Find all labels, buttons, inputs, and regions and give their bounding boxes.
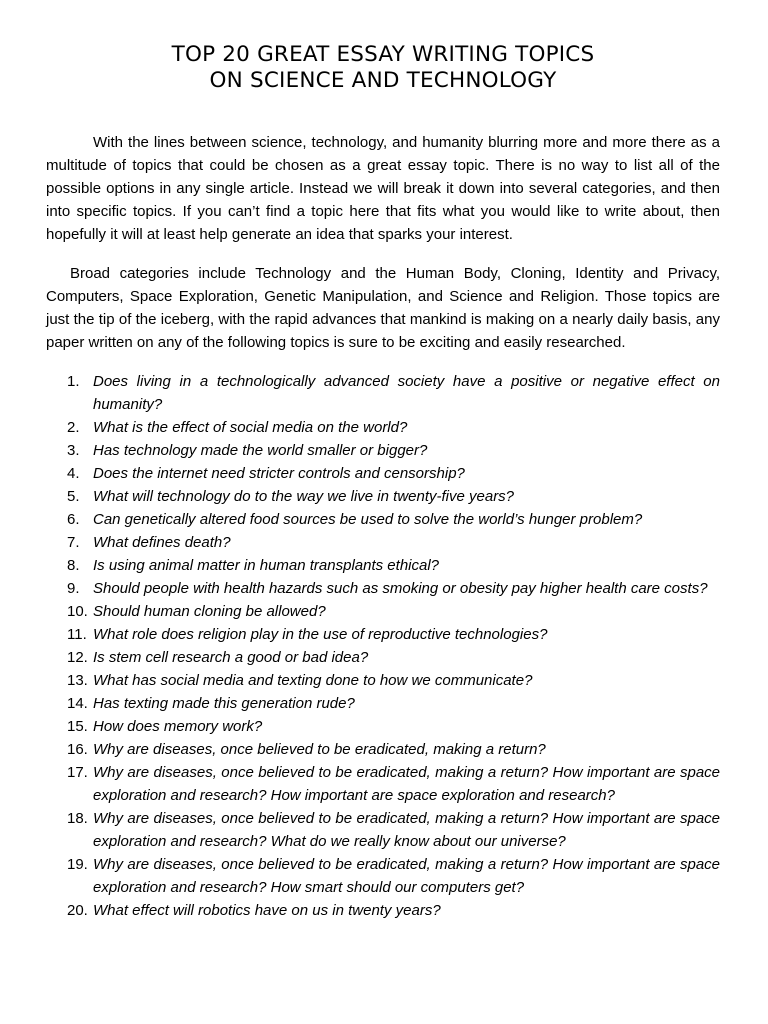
topic-question: Should people with health hazards such as smoking or obesity pay higher health care costs? (93, 580, 708, 597)
topic-number: 4. (67, 465, 80, 482)
topic-number: 8. (67, 557, 80, 574)
topic-item (46, 462, 720, 485)
topic-question: Is stem cell research a good or bad idea? (93, 649, 369, 666)
topic-item (46, 692, 720, 715)
topic-number: 1. (67, 373, 80, 390)
topic-item (46, 577, 720, 600)
topic-item (46, 899, 720, 922)
topic-number: 11. (67, 626, 87, 643)
topic-question: Is using animal matter in human transplants ethical? (93, 557, 440, 574)
topic-item (46, 416, 720, 439)
title-line-1: TOP 20 GREAT ESSAY WRITING TOPICS (171, 42, 595, 67)
topic-question: Should human cloning be allowed? (93, 603, 326, 620)
topic-item (46, 554, 720, 577)
topic-number: 2. (67, 419, 80, 436)
topic-question: Does the internet need stricter controls and censorship? (93, 465, 465, 482)
document-title (46, 42, 720, 94)
topic-number: 14. (67, 695, 88, 712)
topic-question: What defines death? (93, 534, 231, 551)
topic-item (46, 370, 720, 416)
topic-number: 13. (67, 672, 88, 689)
topic-number: 12. (67, 649, 88, 666)
topic-question: Can genetically altered food sources be used to solve the world’s hunger problem? (93, 511, 643, 528)
topic-item (46, 853, 720, 899)
topic-item (46, 600, 720, 623)
topic-question: Why are diseases, once believed to be eradicated, making a return? (93, 741, 546, 758)
document-page (46, 0, 720, 922)
topic-question: Has texting made this generation rude? (93, 695, 355, 712)
topic-item (46, 439, 720, 462)
topic-number: 7. (67, 534, 80, 551)
topic-question: What is the effect of social media on the world? (93, 419, 408, 436)
topic-number: 19. (67, 856, 88, 873)
topic-number: 5. (67, 488, 80, 505)
categories-paragraph: Broad categories include Technology and the Human Body, Cloning, Identity and Privacy, Computers, Space Exploration, Genetic Manipulation, and Science and Religion. Those topics are just the tip of the iceberg, with the rapid advances that mankind is making on a nearly daily basis, any paper written on any of the following topics is sure to be exciting and easily researched. (46, 265, 720, 351)
title-line-2: ON SCIENCE AND TECHNOLOGY (209, 68, 557, 93)
topic-number: 9. (67, 580, 80, 597)
topic-question: Why are diseases, once believed to be eradicated, making a return? How important are space exploration and research? What do we really know about our universe? (93, 810, 720, 850)
topic-number: 15. (67, 718, 88, 735)
topic-number: 20. (67, 902, 88, 919)
topic-question: What role does religion play in the use of reproductive technologies? (93, 626, 548, 643)
topic-question: What will technology do to the way we live in twenty-five years? (93, 488, 515, 505)
topic-question: What has social media and texting done to how we communicate? (93, 672, 533, 689)
topic-number: 10. (67, 603, 88, 620)
topic-question: Has technology made the world smaller or bigger? (93, 442, 428, 459)
topic-item (46, 715, 720, 738)
topic-question: What effect will robotics have on us in twenty years? (93, 902, 441, 919)
topic-item (46, 623, 720, 646)
topic-item (46, 646, 720, 669)
topic-question: How does memory work? (93, 718, 263, 735)
intro-paragraph: With the lines between science, technology, and humanity blurring more and more there as a multitude of topics that could be chosen as a great essay topic. There is no way to list all of the possible options in any single article. Instead we will break it down into several categories, and then into specific topics. If you can’t find a topic here that fits what you would like to write about, then hopefully it will at least help generate an idea that sparks your interest. (46, 134, 720, 243)
topic-item (46, 738, 720, 761)
topic-item (46, 485, 720, 508)
topic-item (46, 508, 720, 531)
topic-question: Does living in a technologically advanced society have a positive or negative effect on humanity? (93, 373, 720, 413)
topic-question: Why are diseases, once believed to be eradicated, making a return? How important are space exploration and research? How smart should our computers get? (93, 856, 720, 896)
topic-item (46, 807, 720, 853)
topic-item (46, 531, 720, 554)
topics-list (46, 370, 720, 922)
topic-item (46, 761, 720, 807)
topic-question: Why are diseases, once believed to be eradicated, making a return? How important are space exploration and research? How important are space exploration and research? (93, 764, 720, 804)
topic-number: 17. (67, 764, 88, 781)
topic-number: 3. (67, 442, 80, 459)
topic-number: 16. (67, 741, 88, 758)
topic-number: 6. (67, 511, 80, 528)
topic-number: 18. (67, 810, 88, 827)
topic-item (46, 669, 720, 692)
